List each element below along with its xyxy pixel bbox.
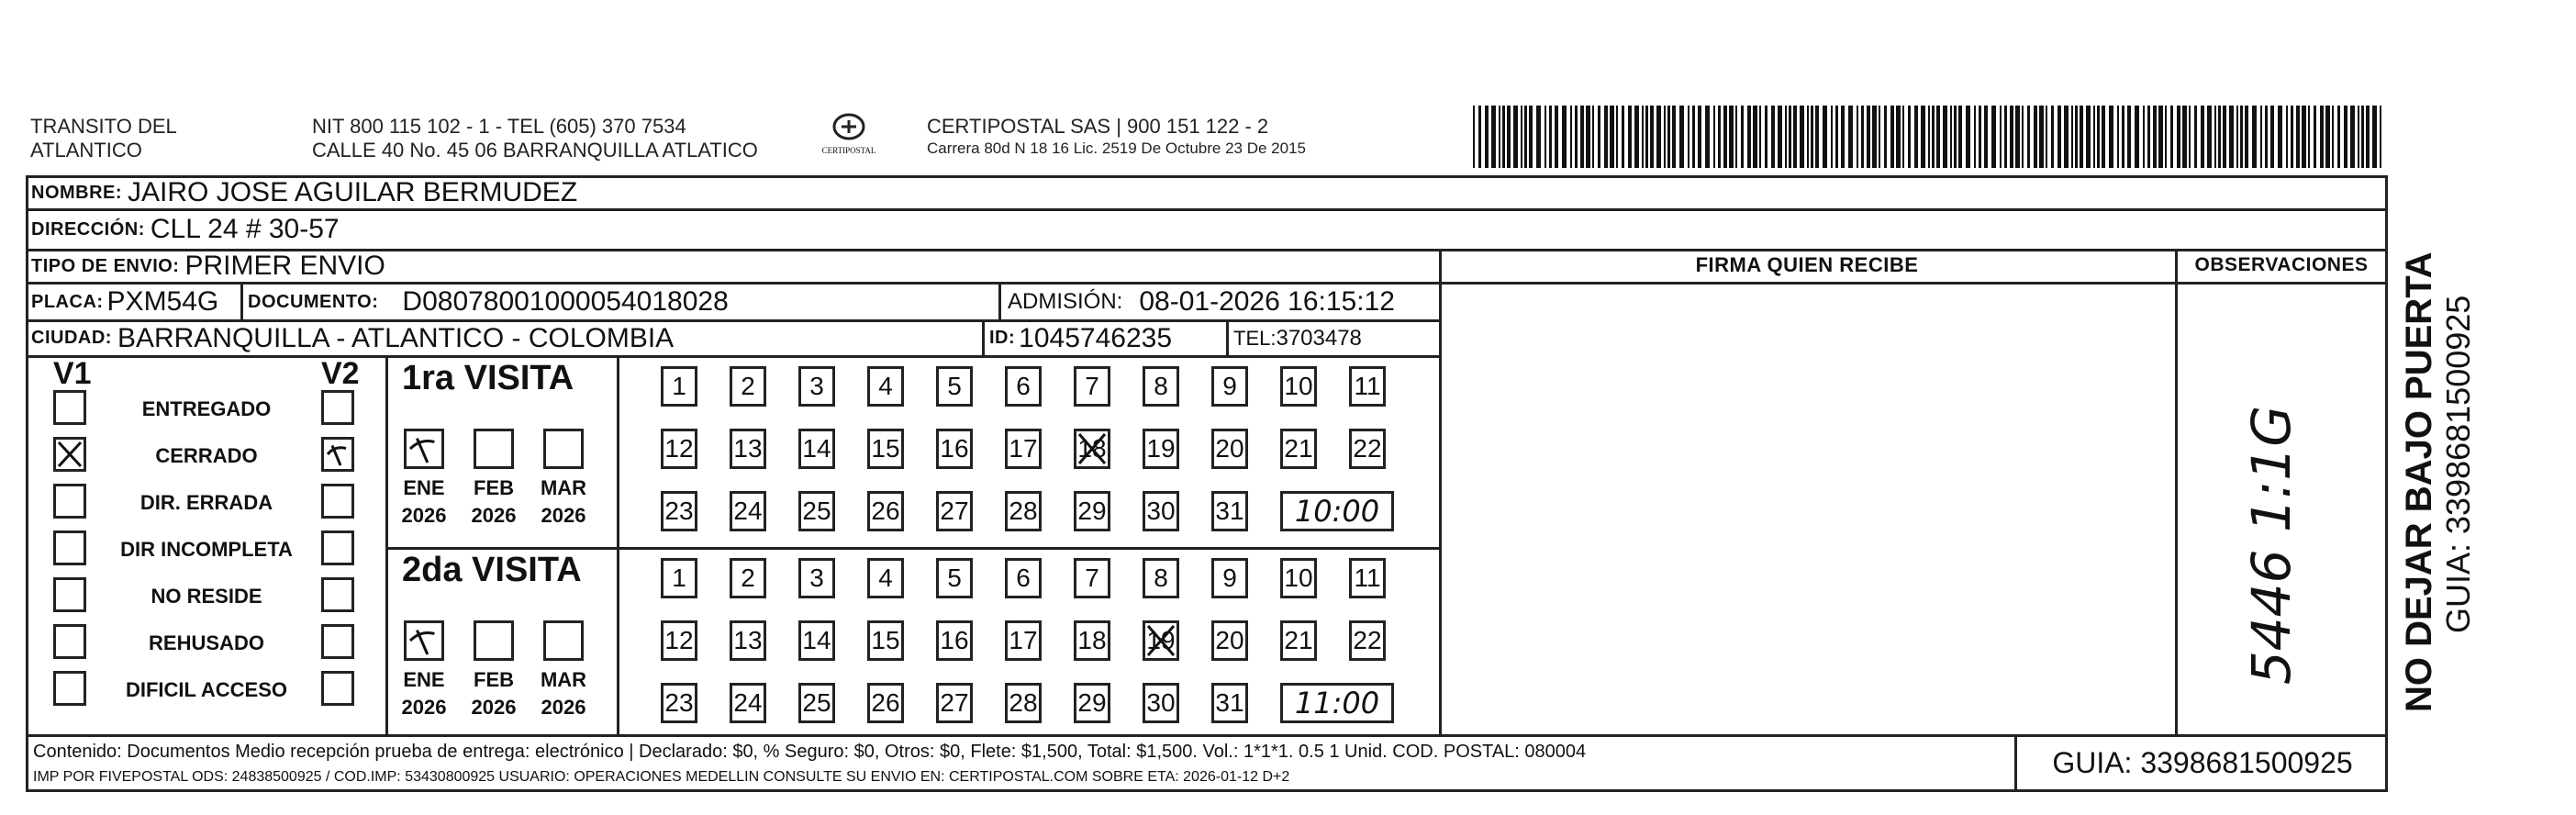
month-year: 2026 <box>541 696 586 719</box>
footer-guia: GUIA: 3398681500925 <box>2052 746 2353 779</box>
nit-line: NIT 800 115 102 - 1 - TEL (605) 370 7534 <box>312 115 686 138</box>
day-box[interactable]: 6 <box>1005 558 1042 598</box>
status-v2-checkbox[interactable] <box>321 577 354 612</box>
issuer-line1: TRANSITO DEL <box>30 115 177 138</box>
check-mark-icon <box>407 623 441 658</box>
status-v1-checkbox[interactable] <box>53 577 86 612</box>
day-box[interactable]: 4 <box>867 558 904 598</box>
day-box[interactable]: 2 <box>730 366 766 407</box>
id-label: ID: <box>989 328 1016 348</box>
side-guia: GUIA: 3398681500925 <box>2439 295 2477 633</box>
month-checkbox[interactable] <box>404 620 444 661</box>
footer-imp: IMP POR FIVEPOSTAL ODS: 24838500925 / COD.IMP: 53430800925 USUARIO: OPERACIONES MEDELLIN CONSULTE SU ENVIO EN: CERTIPOSTAL.COM SOBRE ETA: 2026-01-12 D+2 <box>33 769 1290 785</box>
certipostal-logo <box>808 112 890 155</box>
month-year: 2026 <box>401 696 447 719</box>
day-box[interactable]: 22 <box>1349 620 1386 661</box>
status-label: CERRADO <box>155 444 258 467</box>
day-box[interactable]: 25 <box>798 683 835 723</box>
col-divider <box>998 282 1001 319</box>
direccion-field <box>31 211 340 248</box>
firma-label: FIRMA QUIEN RECIBE <box>1695 253 1919 276</box>
day-box[interactable]: 28 <box>1005 491 1042 531</box>
status-label: DIR INCOMPLETA <box>120 538 293 561</box>
tipo-value: PRIMER ENVIO <box>184 251 385 281</box>
day-box[interactable]: 6 <box>1005 366 1042 407</box>
day-box[interactable]: 27 <box>936 683 973 723</box>
day-box[interactable]: 29 <box>1074 683 1110 723</box>
visit-title: 1ra VISITA <box>402 359 574 397</box>
day-box[interactable]: 25 <box>798 491 835 531</box>
logo-text: CERTIPOSTAL <box>821 146 876 155</box>
day-box[interactable]: 2 <box>730 558 766 598</box>
day-box[interactable]: 19 <box>1143 620 1179 661</box>
ciudad-label: CIUDAD: <box>31 328 112 348</box>
day-box[interactable]: 18 <box>1074 620 1110 661</box>
day-box[interactable]: 29 <box>1074 491 1110 531</box>
day-box[interactable]: 5 <box>936 558 973 598</box>
month-label <box>534 666 593 721</box>
month-label <box>395 474 453 530</box>
month-name: FEB <box>474 476 514 499</box>
day-box[interactable]: 20 <box>1211 429 1248 469</box>
day-box[interactable]: 4 <box>867 366 904 407</box>
logo-icon <box>831 112 867 141</box>
month-checkbox[interactable] <box>543 620 584 661</box>
day-box[interactable]: 3 <box>798 558 835 598</box>
status-v1-checkbox[interactable] <box>53 530 86 565</box>
day-box[interactable]: 14 <box>798 429 835 469</box>
month-checkbox[interactable] <box>543 429 584 469</box>
direccion-label: DIRECCIÓN: <box>31 218 145 240</box>
day-box[interactable]: 24 <box>730 491 766 531</box>
status-v2-checkbox[interactable] <box>321 624 354 659</box>
issuer-name <box>30 115 177 162</box>
month-year: 2026 <box>541 504 586 527</box>
id-value: 1045746235 <box>1019 322 1173 353</box>
month-label <box>464 474 523 530</box>
day-box[interactable]: 9 <box>1211 366 1248 407</box>
status-v2-checkbox[interactable] <box>321 671 354 706</box>
month-year: 2026 <box>471 696 517 719</box>
company-line: CERTIPOSTAL SAS | 900 151 122 - 2 <box>927 115 1269 138</box>
day-box[interactable]: 30 <box>1143 491 1179 531</box>
documento-field <box>248 285 729 319</box>
license-line: Carrera 80d N 18 16 Lic. 2519 De Octubre 23 De 2015 <box>927 140 1306 157</box>
day-box[interactable]: 1 <box>661 366 697 407</box>
col-divider <box>240 282 243 319</box>
tel-label: TEL: <box>1233 326 1277 350</box>
day-box[interactable]: 23 <box>661 491 697 531</box>
day-box[interactable]: 1 <box>661 558 697 598</box>
nombre-label: NOMBRE: <box>31 182 123 203</box>
day-box[interactable]: 31 <box>1211 683 1248 723</box>
col-divider <box>617 355 619 734</box>
col-divider <box>385 355 388 734</box>
month-name: ENE <box>403 476 445 499</box>
footer-contenido: Contenido: Documentos Medio recepción prueba de entrega: electrónico | Declarado: $0, % Seguro: $0, Otros: $0, Flete: $1,500, Total: $1,500. Vol.: 1*1*1. 0.5 1 Unid. COD. POSTAL: 080004 <box>33 742 1587 762</box>
day-box[interactable]: 15 <box>867 620 904 661</box>
visit-time: 11:00 <box>1280 683 1394 723</box>
visit-divider <box>385 547 1439 550</box>
tipo-envio-field <box>31 251 385 282</box>
v2-label: V2 <box>321 356 360 391</box>
day-box[interactable]: 14 <box>798 620 835 661</box>
day-box[interactable]: 17 <box>1005 429 1042 469</box>
status-v2-checkbox[interactable] <box>321 437 354 472</box>
month-name: MAR <box>540 668 587 691</box>
day-box[interactable]: 23 <box>661 683 697 723</box>
tel-value: 3703478 <box>1276 325 1362 351</box>
nombre-value: JAIRO JOSE AGUILAR BERMUDEZ <box>128 177 578 207</box>
day-box[interactable]: 8 <box>1143 558 1179 598</box>
day-box[interactable]: 16 <box>936 620 973 661</box>
observaciones-header <box>2175 249 2388 282</box>
day-box[interactable]: 15 <box>867 429 904 469</box>
day-box[interactable]: 12 <box>661 429 697 469</box>
status-label: NO RESIDE <box>151 585 262 608</box>
day-box[interactable]: 27 <box>936 491 973 531</box>
status-label: REHUSADO <box>149 631 264 654</box>
month-checkbox[interactable] <box>474 620 514 661</box>
issuer-line2: ATLANTICO <box>30 139 142 162</box>
col-divider <box>982 319 985 355</box>
day-box[interactable]: 7 <box>1074 558 1110 598</box>
day-box[interactable]: 21 <box>1280 429 1317 469</box>
v1-label: V1 <box>53 356 92 391</box>
month-checkbox[interactable] <box>404 429 444 469</box>
month-label <box>395 666 453 721</box>
day-box[interactable]: 19 <box>1143 429 1179 469</box>
day-box[interactable]: 12 <box>661 620 697 661</box>
day-box[interactable]: 31 <box>1211 491 1248 531</box>
barcode <box>1473 106 2391 168</box>
check-mark-icon <box>56 440 84 469</box>
col-divider <box>2175 249 2178 734</box>
day-box[interactable]: 10 <box>1280 366 1317 407</box>
day-box[interactable]: 24 <box>730 683 766 723</box>
day-box[interactable]: 17 <box>1005 620 1042 661</box>
side-notice: NO DEJAR BAJO PUERTA <box>2399 251 2439 712</box>
day-box[interactable]: 3 <box>798 366 835 407</box>
day-box[interactable]: 10 <box>1280 558 1317 598</box>
placa-value: PXM54G <box>106 286 219 317</box>
observaciones-handwriting <box>2221 385 2331 688</box>
month-name: ENE <box>403 668 445 691</box>
day-box[interactable]: 11 <box>1349 366 1386 407</box>
day-box[interactable]: 13 <box>730 429 766 469</box>
month-label <box>464 666 523 721</box>
visit-time: 10:00 <box>1280 491 1394 531</box>
status-v1-checkbox[interactable] <box>53 671 86 706</box>
status-v1-checkbox[interactable] <box>53 437 86 472</box>
visit-title: 2da VISITA <box>402 551 582 589</box>
col-divider <box>1439 249 1442 734</box>
check-mark-icon <box>1145 623 1176 658</box>
firma-header <box>1439 249 2175 282</box>
nombre-field <box>31 176 577 209</box>
documento-label: DOCUMENTO: <box>248 291 379 312</box>
month-name: MAR <box>540 476 587 499</box>
day-box[interactable]: 18 <box>1074 429 1110 469</box>
check-mark-icon <box>324 440 351 469</box>
issuer-contact <box>312 115 758 162</box>
admision-value: 08-01-2026 16:15:12 <box>1139 286 1395 317</box>
check-mark-icon <box>407 431 441 466</box>
day-box[interactable]: 7 <box>1074 366 1110 407</box>
company-info <box>927 115 1306 159</box>
day-box[interactable]: 20 <box>1211 620 1248 661</box>
day-box[interactable]: 5 <box>936 366 973 407</box>
day-box[interactable]: 26 <box>867 683 904 723</box>
status-v2-checkbox[interactable] <box>321 484 354 519</box>
status-label: DIR. ERRADA <box>139 491 273 514</box>
ciudad-value: BARRANQUILLA - ATLANTICO - COLOMBIA <box>117 322 675 353</box>
month-year: 2026 <box>471 504 517 527</box>
month-year: 2026 <box>401 504 447 527</box>
observaciones-label: OBSERVACIONES <box>2194 254 2369 275</box>
ciudad-field <box>31 321 674 355</box>
status-v2-checkbox[interactable] <box>321 530 354 565</box>
day-box[interactable]: 9 <box>1211 558 1248 598</box>
status-v1-checkbox[interactable] <box>53 390 86 425</box>
documento-value: D08078001000054018028 <box>402 286 729 317</box>
day-box[interactable]: 8 <box>1143 366 1179 407</box>
status-v1-checkbox[interactable] <box>53 484 86 519</box>
status-label: ENTREGADO <box>141 397 272 420</box>
row-divider <box>26 355 1439 358</box>
placa-label: PLACA: <box>31 291 104 312</box>
address-line: CALLE 40 No. 45 06 BARRANQUILLA ATLATICO <box>312 139 758 162</box>
day-box[interactable]: 22 <box>1349 429 1386 469</box>
col-divider <box>1226 319 1229 355</box>
status-label: DIFICIL ACCESO <box>125 678 287 701</box>
placa-field <box>31 285 218 319</box>
month-checkbox[interactable] <box>474 429 514 469</box>
admision-label: ADMISIÓN: <box>1008 289 1123 314</box>
tipo-label: TIPO DE ENVIO: <box>31 255 180 276</box>
observaciones-text: 5446 1:1G <box>2240 405 2303 686</box>
status-v2-checkbox[interactable] <box>321 390 354 425</box>
id-field <box>989 321 1172 355</box>
direccion-value: CLL 24 # 30-57 <box>150 214 340 244</box>
status-v1-checkbox[interactable] <box>53 624 86 659</box>
day-box[interactable]: 28 <box>1005 683 1042 723</box>
day-box[interactable]: 13 <box>730 620 766 661</box>
day-box[interactable]: 30 <box>1143 683 1179 723</box>
day-box[interactable]: 11 <box>1349 558 1386 598</box>
day-box[interactable]: 16 <box>936 429 973 469</box>
month-name: FEB <box>474 668 514 691</box>
check-mark-icon <box>1076 431 1108 466</box>
row-divider <box>1439 282 2175 285</box>
tel-field <box>1233 321 1362 355</box>
admision-field <box>1008 285 1395 319</box>
month-label <box>534 474 593 530</box>
row-divider <box>2175 282 2388 285</box>
day-box[interactable]: 26 <box>867 491 904 531</box>
day-box[interactable]: 21 <box>1280 620 1317 661</box>
